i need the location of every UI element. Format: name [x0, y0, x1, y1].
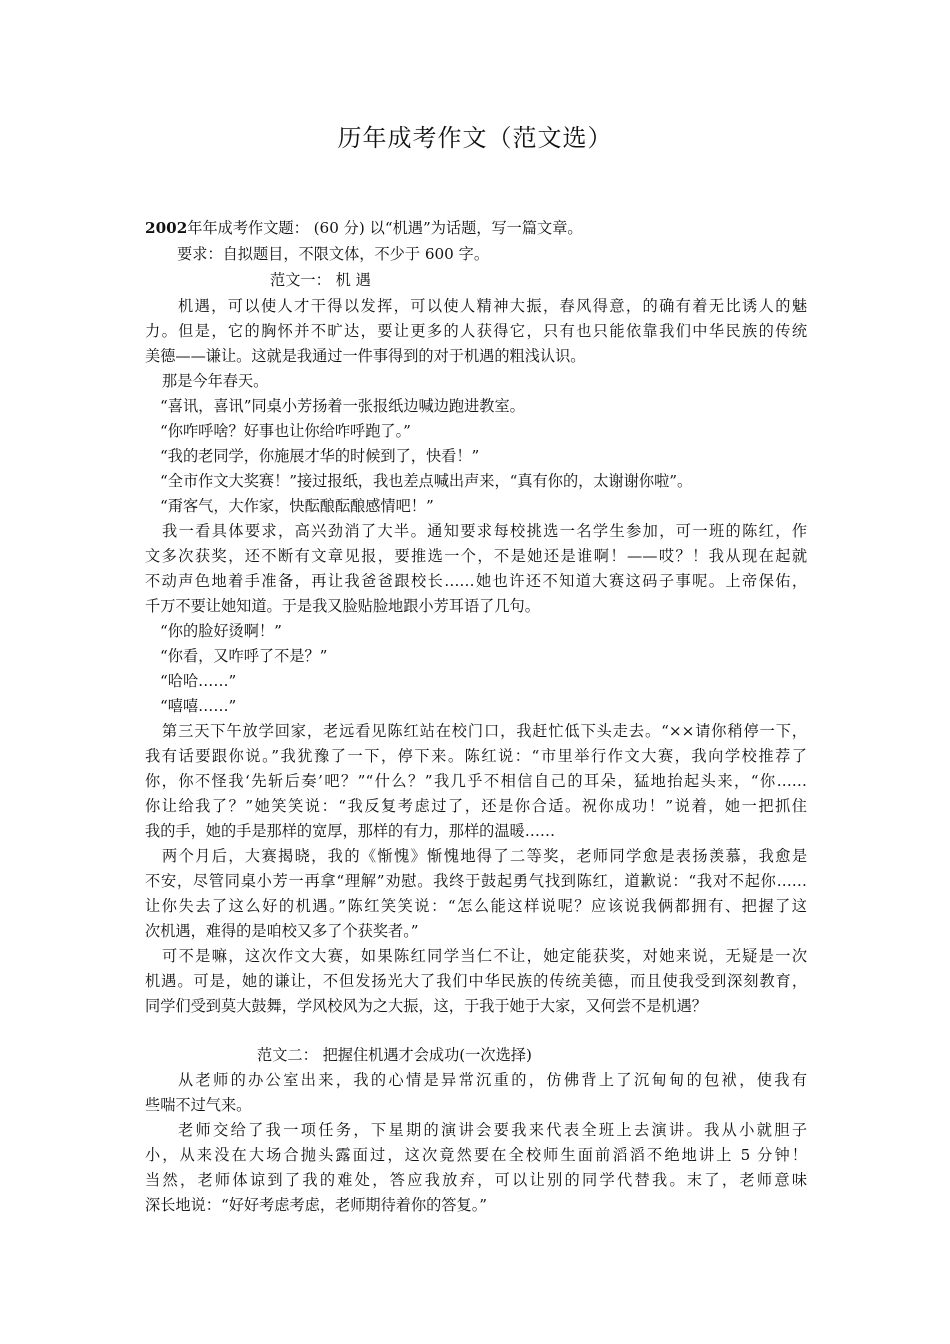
paragraph-line: “哈哈……”: [160, 672, 237, 690]
paragraph-line: 不动声色地着手准备，再让我爸爸跟校长……她也许还不知道大赛这码子事呢。上帝保佑，: [145, 572, 807, 590]
paragraph-line: 第三天下午放学回家，老远看见陈红站在校门口，我赶忙低下头走去。“××请你稍停一下，: [162, 722, 807, 740]
paragraph-line: 深长地说：“好好考虑考虑，老师期待着你的答复。”: [145, 1196, 488, 1214]
essay-prompt: [145, 218, 807, 238]
paragraph-line: “甭客气，大作家，快酝酿酝酿感情吧！”: [160, 497, 434, 515]
paragraph-line: 同学们受到莫大鼓舞，学风校风为之大振，这，于我于她于大家，又何尝不是机遇？: [145, 997, 707, 1015]
paragraph-line: 当然，老师体谅到了我的难处，答应我放弃，可以让别的同学代替我。末了，老师意味: [145, 1171, 807, 1189]
paragraph-line: 我一看具体要求，高兴劲消了大半。通知要求每校挑选一名学生参加，可一班的陈红，作: [162, 522, 807, 540]
prompt-text: 年年成考作文题： (60 分) 以“机遇”为话题，写一篇文章。: [187, 219, 583, 237]
paragraph-line: 千万不要让她知道。于是我又脸贴脸地跟小芳耳语了几句。: [145, 597, 540, 615]
sample-2-heading: 范文二： 把握住机遇才会成功(一次选择): [257, 1046, 532, 1064]
paragraph-line: 些喘不过气来。: [145, 1096, 252, 1114]
paragraph-line: 老师交给了我一项任务，下星期的演讲会要我来代表全班上去演讲。我从小就胆子: [178, 1121, 807, 1139]
paragraph-line: 让你失去了这么好的机遇。”陈红笑笑说：“怎么能这样说呢？应该说我俩都拥有、把握了这: [145, 897, 807, 915]
paragraph-line: 我的手，她的手是那样的宽厚，那样的有力，那样的温暖……: [145, 822, 556, 840]
page-title: 历年成考作文（范文选）: [337, 124, 613, 152]
paragraph-line: “全市作文大奖赛！”接过报纸，我也差点喊出声来，“真有你的，太谢谢你啦”。: [160, 472, 693, 490]
sample-1-heading: 范文一： 机 遇: [270, 271, 371, 289]
paragraph-line: 我有话要跟你说。”我犹豫了一下，停下来。陈红说：“市里举行作文大赛，我向学校推荐了: [145, 747, 807, 765]
paragraph-line: 小，从来没在大场合抛头露面过，这次竟然要在全校师生面前滔滔不绝地讲上 5 分钟！: [145, 1146, 807, 1164]
paragraph-line: “你的脸好烫啊！”: [160, 622, 282, 640]
paragraph-line: 从老师的办公室出来，我的心情是异常沉重的，仿佛背上了沉甸甸的包袱，使我有: [178, 1071, 807, 1089]
requirement: 要求：自拟题目，不限文体，不少于 600 字。: [177, 245, 490, 263]
paragraph-line: 机遇，可以使人才干得以发挥，可以使人精神大振，春风得意，的确有着无比诱人的魅: [178, 297, 807, 315]
paragraph-line: “嘻嘻……”: [160, 697, 237, 715]
paragraph-line: 可不是嘛，这次作文大赛，如果陈红同学当仁不让，她定能获奖，对她来说，无疑是一次: [162, 947, 807, 965]
paragraph-line: 次机遇，难得的是咱校又多了个获奖者。”: [145, 922, 419, 940]
paragraph-line: 那是今年春天。: [162, 372, 269, 390]
paragraph-line: “喜讯，喜讯”同桌小芳扬着一张报纸边喊边跑进教室。: [160, 397, 525, 415]
prompt-year: 2002: [145, 219, 188, 237]
paragraph-line: 美德——谦让。这就是我通过一件事得到的对于机遇的粗浅认识。: [145, 347, 586, 365]
paragraph-line: 文多次获奖，还不断有文章见报，要推选一个，不是她还是谁啊！——哎？！我从现在起就: [145, 547, 807, 565]
paragraph-line: “我的老同学，你施展才华的时候到了，快看！”: [160, 447, 480, 465]
paragraph-line: 机遇。可是，她的谦让，不但发扬光大了我们中华民族的传统美德，而且使我受到深刻教育，: [145, 972, 807, 990]
paragraph-line: 力。但是，它的胸怀并不旷达，要让更多的人获得它，只有也只能依靠我们中华民族的传统: [145, 322, 807, 340]
paragraph-line: 不安，尽管同桌小芳一再拿“理解”劝慰。我终于鼓起勇气找到陈红，道歉说：“我对不起你……: [145, 872, 807, 890]
paragraph-line: 两个月后，大赛揭晓，我的《惭愧》惭愧地得了二等奖，老师同学愈是表扬羡慕，我愈是: [162, 847, 807, 865]
paragraph-line: “你咋呼啥？好事也让你给咋呼跑了。”: [160, 422, 411, 440]
paragraph-line: “你看，又咋呼了不是？”: [160, 647, 328, 665]
paragraph-line: 你让给我了？”她笑笑说：“我反复考虑过了，还是你合适。祝你成功！”说着，她一把抓住: [145, 797, 807, 815]
paragraph-line: 你，你不怪我‘先斩后奏’吧？”“什么？”我几乎不相信自己的耳朵，猛地抬起头来，“你……: [145, 772, 807, 790]
